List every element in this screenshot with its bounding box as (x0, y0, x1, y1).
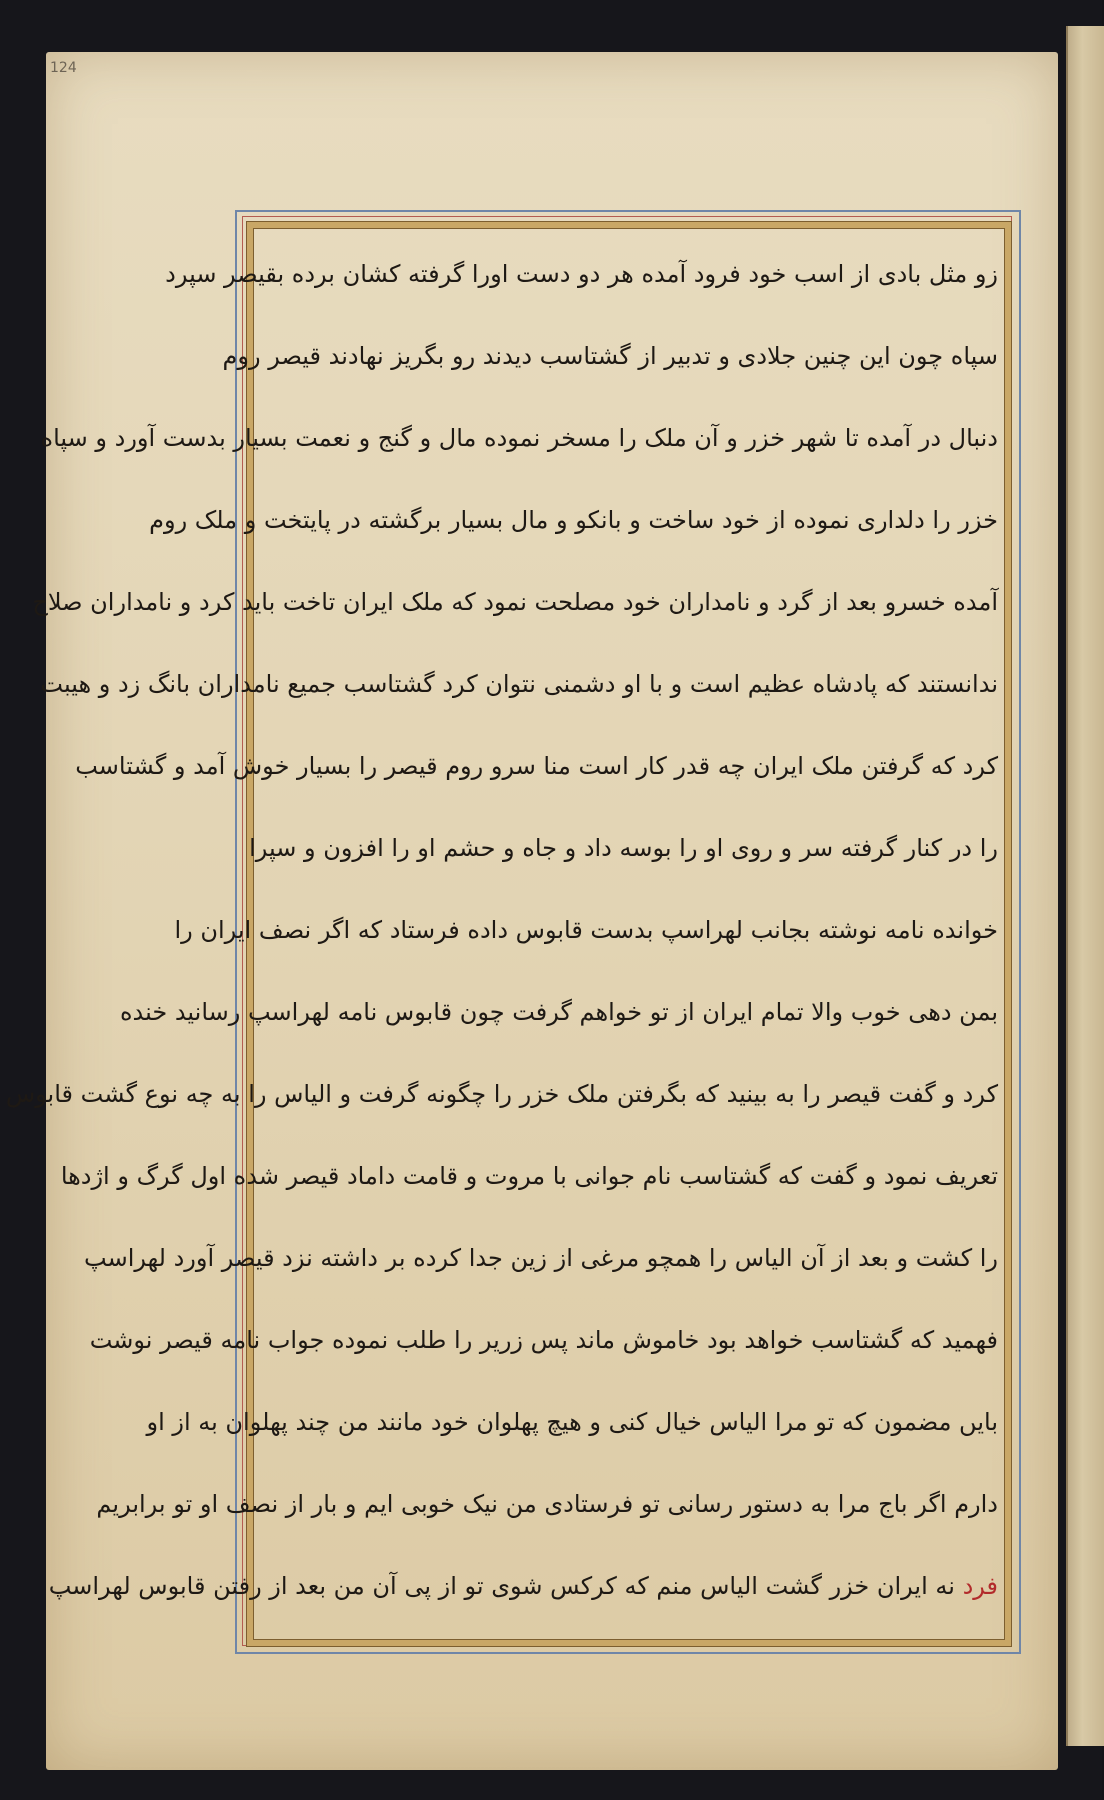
text-line-3: دنبال در آمده تا شهر خزر و آن ملک را مسخر نموده مال و گنج و نعمت بسیار بدست آورد و سپاه (40, 424, 998, 452)
text-line-16: دارم اگر باج مرا به دستور رسانی تو فرستادی من نیک خوبی ایم و بار از نصف او تو برابریم (96, 1490, 998, 1518)
text-line-11: کرد و گفت قیصر را به بینید که بگرفتن ملک خزر را چگونه گرفت و الیاس را به چه نوع گشت قابوس (5, 1080, 998, 1108)
text-line-4: خزر را دلداری نموده از خود ساخت و بانکو و مال بسیار برگشته در پایتخت و ملک روم (149, 506, 998, 534)
text-line-7: کرد که گرفتن ملک ایران چه قدر کار است منا سرو روم قیصر را بسیار خوش آمد و گشتاسب (75, 752, 998, 780)
text-line-12: تعریف نمود و گفت که گشتاسب نام جوانی با مروت و قامت داماد قیصر شده اول گرگ و اژدها (60, 1162, 998, 1190)
rubric-word: فرد (962, 1572, 998, 1600)
text-line-13: را کشت و بعد از آن الیاس را همچو مرغی از زین جدا کرده بر داشته نزد قیصر آورد لهراسپ (84, 1244, 998, 1272)
text-block (5, 248, 998, 1640)
text-line-15: بایں مضمون که تو مرا الیاس خیال کنی و هیچ پهلوان خود مانند من چند پهلوان به از او (146, 1408, 998, 1436)
text-line-5: آمده خسرو بعد از گرد و نامداران خود مصلحت نمود که ملک ایران تاخت باید کرد و نامداران صلاح (32, 588, 998, 616)
text-line-14: فهمید که گشتاسب خواهد بود خاموش ماند پس زریر را طلب نموده جواب نامه قیصر نوشت (89, 1326, 998, 1354)
text-line-8: را در کنار گرفته سر و روی او را بوسه داد و جاه و حشم او را افزون و سپرا (249, 834, 998, 862)
text-line-10: بمن دهی خوب والا تمام ایران از تو خواهم گرفت چون قابوس نامه لهراسپ رسانید خنده (119, 998, 998, 1026)
text-line-2: سپاه چون این چنین جلادی و تدبیر از گشتاسب دیدند رو بگریز نهادند قیصر روم (222, 342, 998, 370)
adjacent-folio-edge (1066, 26, 1104, 1746)
text-line-9: خوانده نامه نوشته بجانب لهراسپ بدست قابوس داده فرستاد که اگر نصف ایران را (174, 916, 998, 944)
text-line-6: ندانستند که پادشاه عظیم است و با او دشمنی نتوان کرد گشتاسب جمیع نامداران بانگ زد و هیبت (40, 670, 998, 698)
text-line-17-body: نه ایران خزر گشت الیاس منم که کرکس شوی تو از پی آن من بعد از رفتن قابوس لهراسپ (48, 1572, 955, 1600)
text-line-17 (48, 1560, 998, 1612)
text-line-1: زو مثل بادی از اسب خود فرود آمده هر دو دست اورا گرفته کشان برده بقیصر سپرد (165, 260, 998, 288)
folio-number: 124 (50, 60, 77, 76)
